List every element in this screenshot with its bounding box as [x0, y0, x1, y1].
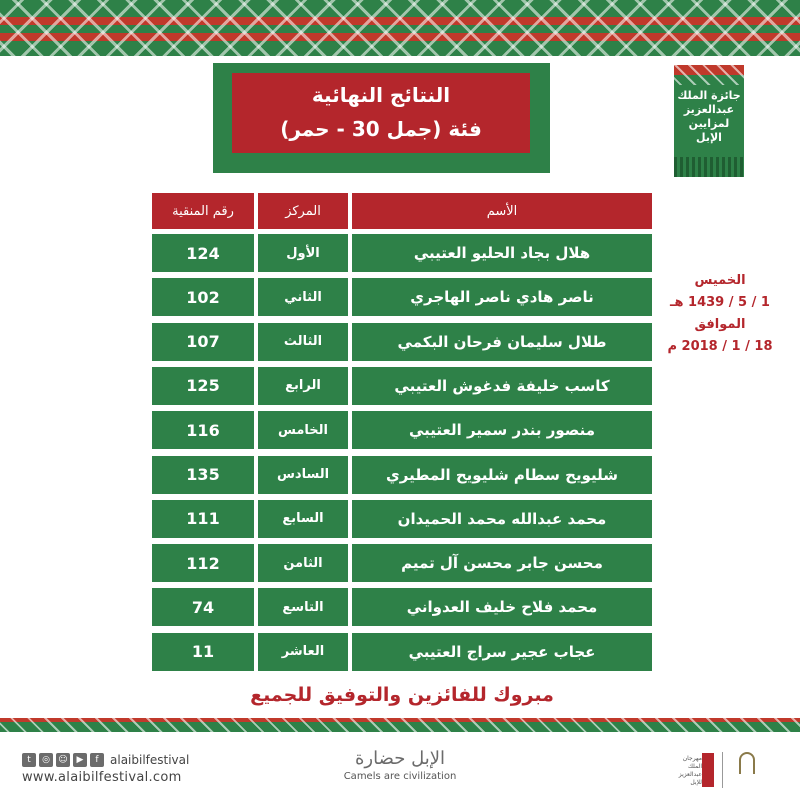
row-number: 135 [152, 456, 254, 494]
instagram-icon[interactable]: ◎ [39, 753, 53, 767]
row-position: الأول [258, 234, 348, 272]
table-row [152, 278, 652, 316]
darah-arch-icon [739, 752, 755, 774]
row-number: 11 [152, 633, 254, 671]
row-position: الرابع [258, 367, 348, 405]
top-ornament-band [0, 0, 800, 56]
row-number: 102 [152, 278, 254, 316]
row-name: طلال سليمان فرحان البكمي [352, 323, 652, 361]
row-position: الخامس [258, 411, 348, 449]
date-day: الخميس [694, 273, 746, 288]
table-row [152, 411, 652, 449]
logo-divider [722, 752, 723, 788]
twitter-icon[interactable]: t [22, 753, 36, 767]
slogan-arabic: الإبل حضارة [355, 748, 445, 769]
row-name: منصور بندر سمير العتيبي [352, 411, 652, 449]
row-position: السابع [258, 500, 348, 538]
youtube-icon[interactable]: ▶ [73, 753, 87, 767]
row-name: كاسب خليفة فدغوش العتيبي [352, 367, 652, 405]
table-row [152, 544, 652, 582]
row-name: محسن جابر محسن آل تميم [352, 544, 652, 582]
row-number: 112 [152, 544, 254, 582]
date-hijri: 1 / 5 / 1439 هـ [670, 295, 770, 310]
page-subtitle: فئة (جمل 30 - حمر) [280, 117, 482, 141]
row-number: 74 [152, 588, 254, 626]
row-name: ناصر هادي ناصر الهاجري [352, 278, 652, 316]
snapchat-icon[interactable]: ☺ [56, 753, 70, 767]
slogan-english: Camels are civilization [343, 771, 457, 782]
date-gregorian: 18 / 1 / 2018 م [667, 339, 773, 354]
row-position: الثاني [258, 278, 348, 316]
row-name: محمد عبدالله محمد الحميدان [352, 500, 652, 538]
header-name: الأسم [352, 193, 652, 229]
logo-text-line: جائزة الملك [677, 89, 741, 102]
table-row [152, 367, 652, 405]
festival-logo [676, 751, 716, 789]
row-position: العاشر [258, 633, 348, 671]
social-links [22, 752, 189, 768]
row-number: 125 [152, 367, 254, 405]
congrats-message: مبروك للفائزين والتوفيق للجميع [250, 684, 554, 706]
festival-logo-text: مهرجان الملك عبدالعزيز للإبل [678, 755, 702, 786]
row-name: شليويح سطام شليويح المطيري [352, 456, 652, 494]
row-number: 116 [152, 411, 254, 449]
header-position: المركز [258, 193, 348, 229]
bottom-ornament-band [0, 718, 800, 732]
row-position: الثامن [258, 544, 348, 582]
award-logo [674, 65, 744, 177]
table-row [152, 234, 652, 272]
row-position: الثالث [258, 323, 348, 361]
social-handle[interactable]: alaibilfestival [110, 753, 190, 767]
footer-logos [676, 748, 786, 792]
website-link[interactable]: www.alaibilfestival.com [22, 770, 182, 785]
table-row [152, 456, 652, 494]
row-number: 111 [152, 500, 254, 538]
facebook-icon[interactable]: f [90, 753, 104, 767]
title-box [232, 73, 530, 153]
logo-text-line: عبدالعزيز [683, 103, 735, 116]
row-number: 107 [152, 323, 254, 361]
row-position: السادس [258, 456, 348, 494]
row-name: محمد فلاح خليف العدواني [352, 588, 652, 626]
logo-ornament [674, 65, 744, 85]
table-row [152, 588, 652, 626]
table-row [152, 323, 652, 361]
row-number: 124 [152, 234, 254, 272]
logo-text [674, 89, 744, 145]
row-position: التاسع [258, 588, 348, 626]
darah-logo [729, 750, 765, 790]
row-name: هلال بجاد الحليو العتيبي [352, 234, 652, 272]
date-label: الموافق [694, 317, 746, 332]
table-header [152, 193, 652, 231]
row-name: عجاب عجير سراج العتيبي [352, 633, 652, 671]
logo-text-line: لمزايين الإبل [688, 117, 730, 144]
festival-slogan [330, 748, 470, 782]
header-number: رقم المنقية [152, 193, 254, 229]
logo-crowd [674, 157, 744, 177]
festival-logo-mark [702, 753, 714, 787]
page-title: النتائج النهائية [311, 83, 451, 107]
table-row [152, 633, 652, 671]
table-row [152, 500, 652, 538]
date-block [660, 270, 780, 358]
